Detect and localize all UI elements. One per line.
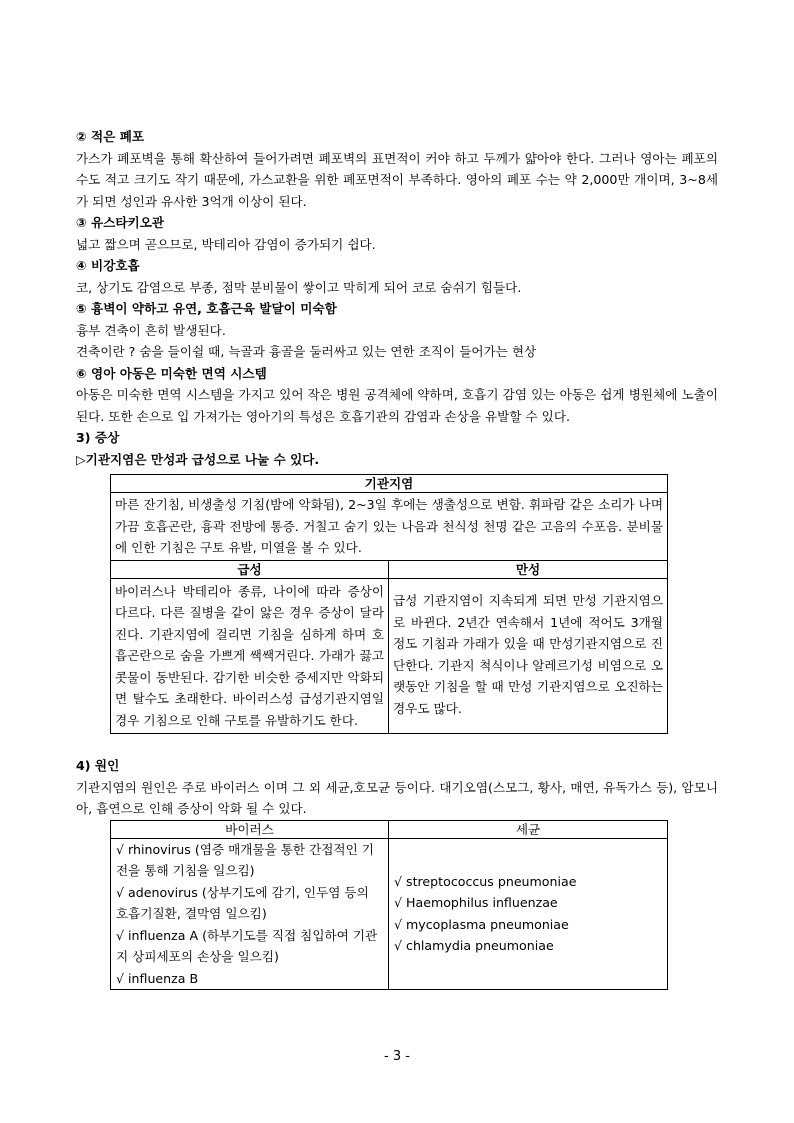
bacteria-item: √ mycoplasma pneumoniae [394,916,569,932]
virus-item: √ influenza A (하부기도를 직접 침입하여 기관지 상피세포의 손상을 일으킴) [116,927,378,964]
paragraph-eustachian-tube: 넓고 짧으며 곧으므로, 박테리아 감염이 증가되기 쉽다. [76,236,376,252]
virus-item: √ adenovirus (상부기도에 감기, 인두염 등의 호흡기질환, 결막염 일으킴) [116,884,369,921]
bacteria-cell [389,838,668,990]
paragraph-causes: 기관지염의 원인은 주로 바이러스 이며 그 외 세균,호모균 등이다. 대기오염(스모그, 황사, 매연, 유독가스 등), 암모니아, 흡연으로 인해 증상이 악화 될 수 있다. [76,779,718,816]
table-description: 마른 잔기침, 비생출성 기침(밤에 악화됨), 2~3일 후에는 생출성으로 변함. 휘파람 같은 소리가 나며 가끔 호흡곤란, 흉곽 전방에 통증. 거칠고 숨기 있는 나음과 천식성 천명 같은 고음의 수포음. 분비물에 인한 기침은 구토 유발, 미열을 볼 수 있다. [111,493,668,561]
bacteria-item: √ streptococcus pneumoniae [394,873,577,889]
page-number: - 3 - [384,1049,410,1064]
section-heading-small-alveoli: ② 적은 폐포 [76,129,145,144]
acute-cell: 바이러스나 박테리아 종류, 나이에 따라 증상이 다르다. 다른 질병을 같이 앓은 경우 증상이 달라진다. 기관지염에 걸리면 기침을 심하게 하며 호흡곤란으로 숨을 가쁘게 쌕쌕거린다. 가래가 끓고 콧물이 동반된다. 감기한 비슷한 증세지만 악화되면 탈수도 초래한다. 바이러스성 급성기관지염일 경우 기침으로 인해 구토를 유발하기도 한다. [111,578,389,734]
chronic-cell: 급성 기관지염이 지속되게 되면 만성 기관지염으로 바뀐다. 2년간 연속해서 1년에 적어도 3개월 정도 기침과 가래가 있을 때 만성기관지염으로 진단한다. 기관지 척식이나 알레르기성 비염으로 오랫동안 기침을 할 때 만성 기관지염으로 오진하는 경우도 많다. [389,578,668,734]
bacteria-header: 세균 [389,820,668,838]
document-body [76,126,718,990]
virus-header: 바이러스 [111,820,389,838]
bacteria-item: √ chlamydia pneumoniae [394,938,554,954]
paragraph-small-alveoli: 가스가 폐포벽을 통해 확산하여 들어가려면 폐포벽의 표면적이 커야 하고 두께가 얇아야 한다. 그러나 영아는 폐포의 수도 적고 크기도 작기 때문에, 가스교환을 위한 폐포면적이 부족하다. 영아의 폐포 수는 약 2,000만 개이며, 3~8세가 되면 성인과 유사한 3억개 이상이 된다. [76,150,718,209]
virus-item: √ influenza B [116,970,199,986]
virus-item: √ rhinovirus (염증 매개물을 통한 간접적인 기전을 통해 기침을 일으킴) [116,841,374,878]
section-heading-eustachian-tube: ③ 유스타키오관 [76,215,165,230]
pathogen-table [110,820,668,991]
virus-cell [111,838,389,990]
acute-header: 급성 [111,560,389,578]
section-heading-nasal-breathing: ④ 비강호흡 [76,258,140,273]
section-heading-symptoms: 3) 증상 [76,430,120,445]
table-title: 기관지염 [111,475,668,493]
paragraph-nasal-breathing: 코, 상기도 감염으로 부종, 점막 분비물이 쌓이고 막히게 되어 코로 숨쉬기 힘들다. [76,279,522,295]
bacteria-item: √ Haemophilus influenzae [394,895,558,911]
chronic-header: 만성 [389,560,668,578]
symptoms-lead: ▷기관지염은 만성과 급성으로 나눌 수 있다. [76,451,320,467]
section-heading-chest-wall: ⑤ 흉벽이 약하고 유연, 호흡근육 발달이 미숙함 [76,301,337,316]
paragraph-immune-system: 아동은 미숙한 면역 시스템을 가지고 있어 작은 병원 공격체에 약하며, 호흡기 감염 있는 아동은 쉽게 병원체에 노출이 된다. 또한 손으로 입 가져가는 영아기의 특성은 호흡기관의 감염과 손상을 유발할 수 있다. [76,387,718,424]
section-heading-causes: 4) 원인 [76,758,120,773]
bronchitis-symptoms-table [110,474,668,734]
paragraph-retraction-definition: 견축이란 ? 숨을 들이쉴 때, 늑골과 흉골을 둘러싸고 있는 연한 조직이 들어가는 현상 [76,344,537,359]
section-heading-immune-system: ⑥ 영아 아동은 미숙한 면역 시스템 [76,365,267,381]
paragraph-chest-wall: 흉부 견축이 흔히 발생된다. [76,322,226,338]
